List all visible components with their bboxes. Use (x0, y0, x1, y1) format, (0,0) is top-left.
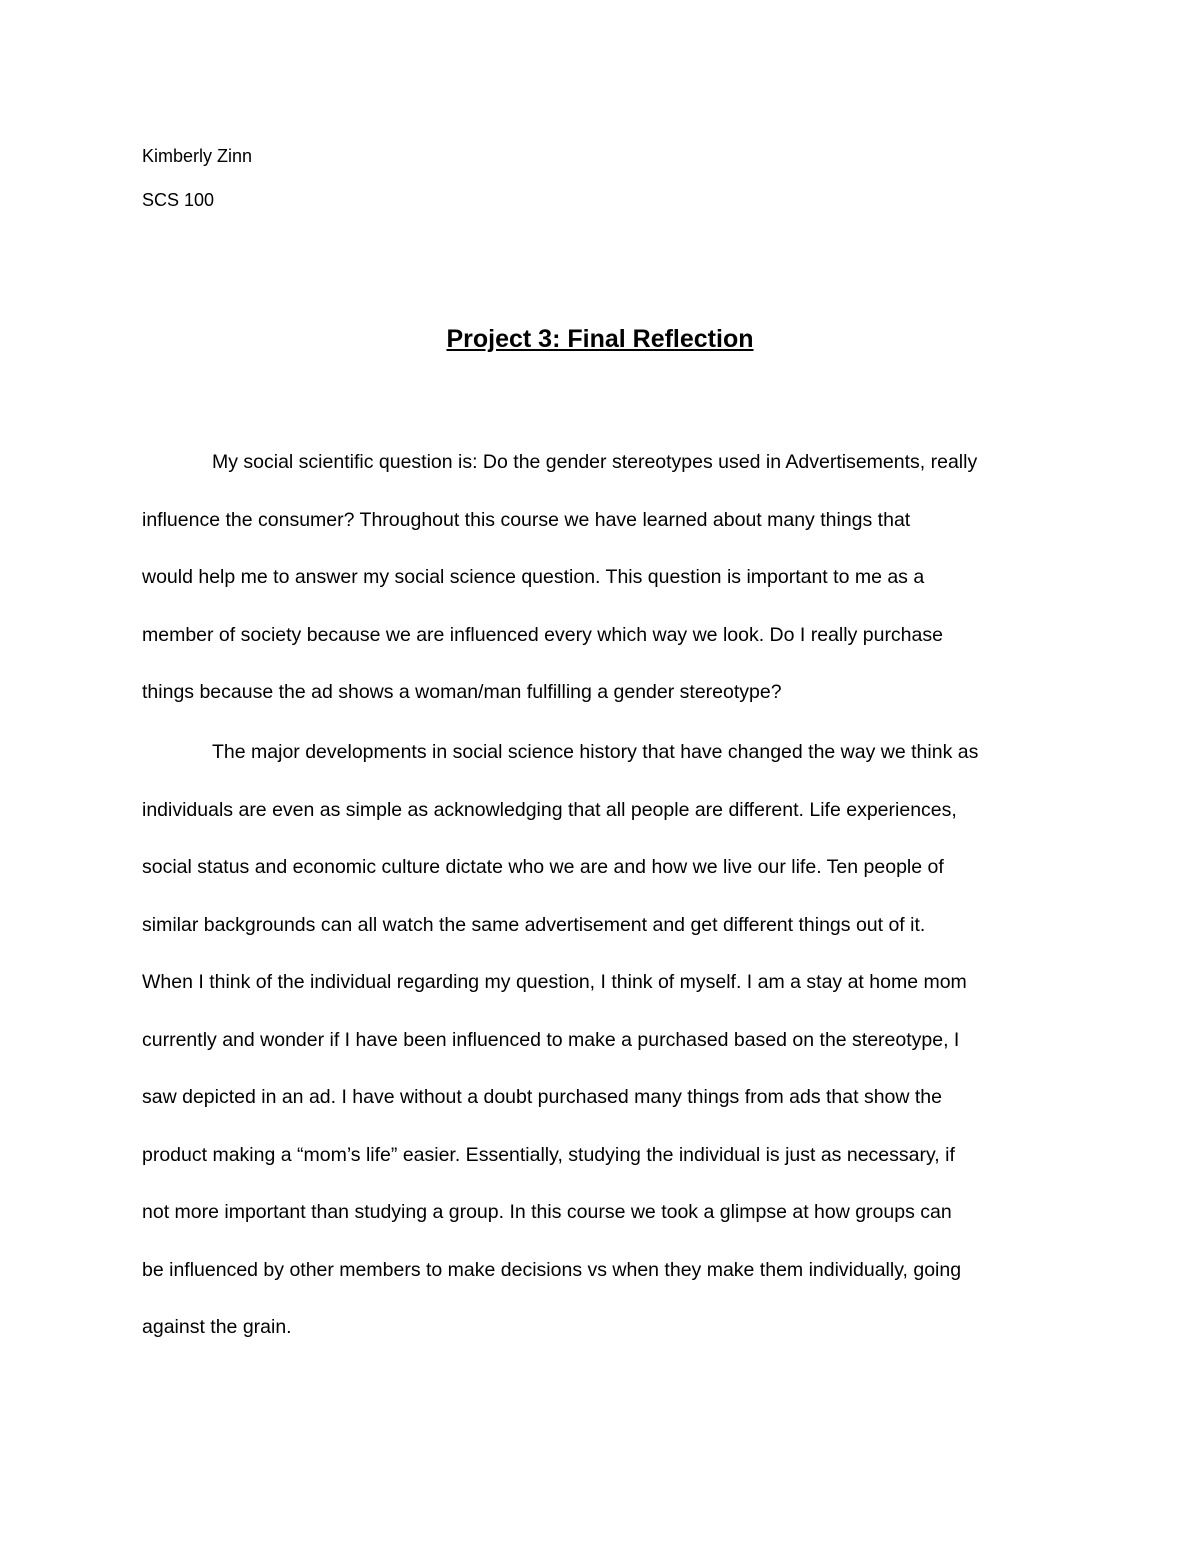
paragraph-line: When I think of the individual regarding my question, I think of myself. I am a stay at home mom (142, 971, 967, 993)
author-name: Kimberly Zinn (142, 146, 253, 166)
paragraph-line: be influenced by other members to make decisions vs when they make them individually, going (142, 1258, 962, 1281)
paragraph-line: not more important than studying a group. In this course we took a glimpse at how groups can (142, 1201, 952, 1223)
paragraph-line: product making a “mom’s life” easier. Essentially, studying the individual is just as necessary, if (142, 1143, 955, 1166)
paragraph-line: The major developments in social science history that have changed the way we think as (212, 741, 979, 763)
paragraph-line: individuals are even as simple as acknowledging that all people are different. Life experiences, (142, 798, 957, 821)
paragraph-line: member of society because we are influenced every which way we look. Do I really purchase (142, 623, 943, 646)
paragraph-line: influence the consumer? Throughout this course we have learned about many things that (142, 508, 911, 531)
document-title: Project 3: Final Reflection (446, 325, 754, 353)
paragraph-research-question (142, 434, 1058, 722)
paragraph-developments (142, 724, 1058, 1357)
course-code: SCS 100 (142, 190, 215, 210)
paragraph-line: social status and economic culture dictate who we are and how we live our life. Ten people of (142, 856, 944, 878)
paragraph-line: things because the ad shows a woman/man fulfilling a gender stereotype? (142, 681, 782, 703)
paragraph-line: My social scientific question is: Do the gender stereotypes used in Advertisements, really (212, 451, 978, 473)
paragraph-line: currently and wonder if I have been influenced to make a purchased based on the stereotype, I (142, 1028, 960, 1051)
paragraph-line: would help me to answer my social science question. This question is important to me as a (142, 566, 925, 588)
paragraph-line: similar backgrounds can all watch the same advertisement and get different things out of it. (142, 913, 926, 936)
paragraph-line: against the grain. (142, 1316, 292, 1338)
paragraph-line: saw depicted in an ad. I have without a doubt purchased many things from ads that show the (142, 1086, 942, 1108)
